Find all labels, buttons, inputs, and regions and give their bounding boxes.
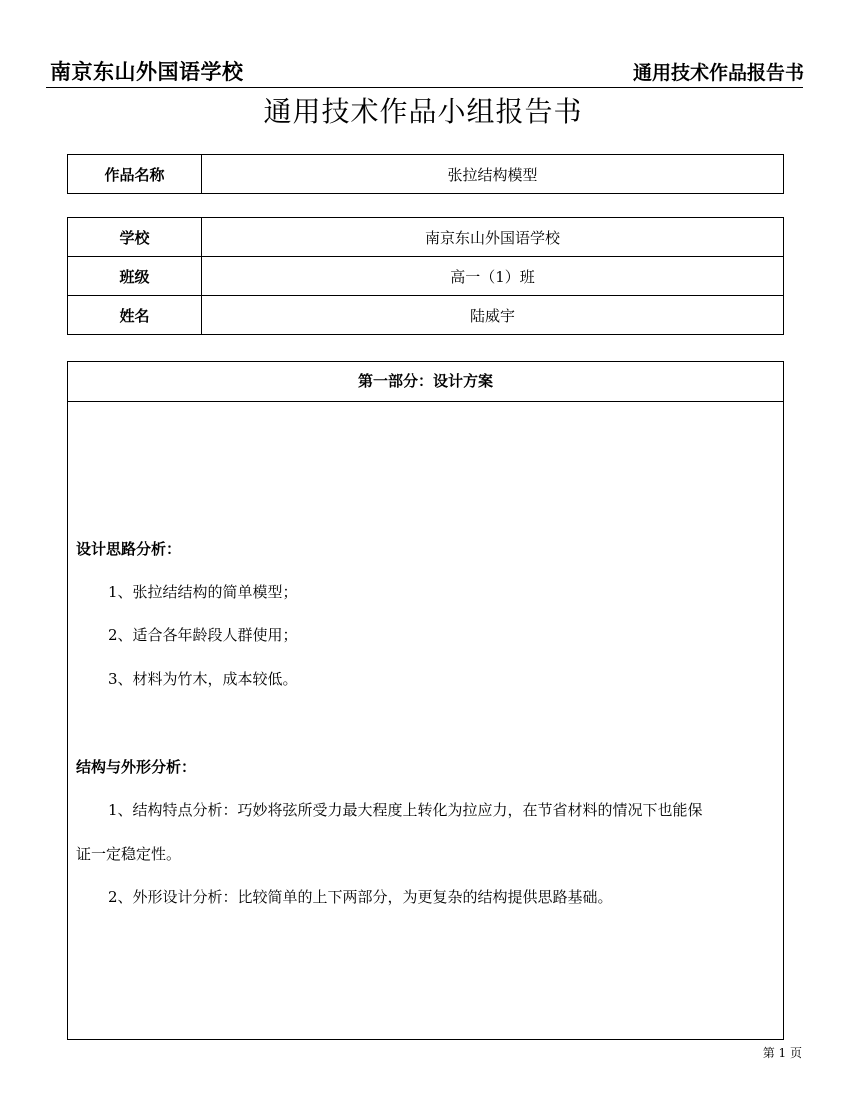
page-number: 第 1 页 <box>762 1046 802 1060</box>
section-heading: 第一部分：设计方案 <box>68 362 783 402</box>
table-row <box>68 155 784 194</box>
structure-item-1-cont: 证一定稳定性。 <box>76 845 182 863</box>
school-value: 南京东山外国语学校 <box>202 218 784 257</box>
design-item-2: 2、适合各年龄段人群使用； <box>108 626 298 644</box>
header-divider <box>46 87 803 88</box>
design-analysis-title: 设计思路分析： <box>76 540 182 558</box>
name-label: 姓名 <box>68 296 202 335</box>
student-info-table <box>67 217 784 335</box>
work-name-label: 作品名称 <box>68 155 202 194</box>
table-row <box>68 218 784 257</box>
table-row <box>68 296 784 335</box>
class-value: 高一（1）班 <box>202 257 784 296</box>
structure-analysis-title: 结构与外形分析： <box>76 758 197 776</box>
name-value: 陆威宇 <box>202 296 784 335</box>
structure-item-1: 1、结构特点分析：巧妙将弦所受力最大程度上转化为拉应力，在节省材料的情况下也能保 <box>108 801 703 819</box>
page-title: 通用技术作品小组报告书 <box>263 95 583 128</box>
design-item-3: 3、材料为竹木，成本较低。 <box>108 670 298 688</box>
work-name-value: 张拉结构模型 <box>202 155 784 194</box>
header-doc-type: 通用技术作品报告书 <box>632 62 804 84</box>
table-row <box>68 257 784 296</box>
design-item-1: 1、张拉结结构的简单模型； <box>108 583 298 601</box>
school-label: 学校 <box>68 218 202 257</box>
class-label: 班级 <box>68 257 202 296</box>
design-plan-section <box>67 361 784 1040</box>
work-name-table <box>67 154 784 194</box>
header-school: 南京东山外国语学校 <box>50 60 244 84</box>
structure-item-2: 2、外形设计分析：比较简单的上下两部分，为更复杂的结构提供思路基础。 <box>108 888 613 906</box>
